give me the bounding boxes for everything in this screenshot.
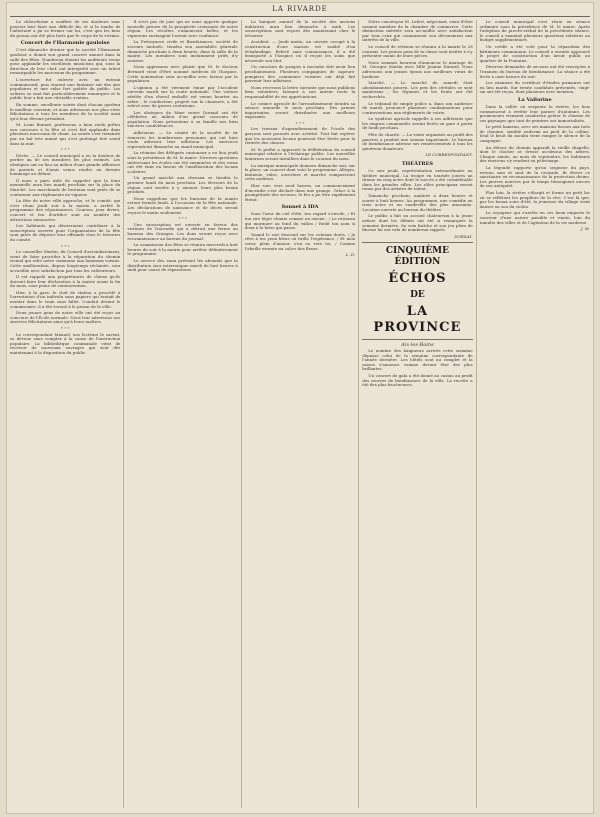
article-paragraph: Accident. — Jeudi matin, un ouvrier occupé à la construction d'une maison est tombé d'un échafaudage. Relevé sans connaissance, il a été transporté à l'hospice où il reçoit les soins que nécessite son état. (244, 39, 356, 63)
article-paragraph: Les travaux d'agrandissement de l'école des garçons sont poussés avec activité. Tout fait espérer que les nouveaux locaux pourront être livrés pour la rentrée des classes. (244, 126, 356, 146)
article-paragraph: Adhésions. — Le comité de la société de tir remercie les nombreuses personnes qui ont bien voulu adresser leur adhésion. Les exercices reprendront dimanche au stand municipal. (127, 130, 238, 149)
article-paragraph: Un crédit a été voté pour la réparation des bâtiments communaux. Le conseil a ensuite approuvé le projet de construction d'un lavoir public au quartier de la Fontaine. (479, 43, 591, 63)
article-paragraph: Nous recevons la lettre suivante que nous publions bien volontiers, laissant à son auteur toute la responsabilité de ses appréciations. (244, 84, 356, 99)
separator: * * * (60, 326, 70, 332)
column-4 (358, 20, 472, 808)
article-paragraph: C'est dimanche dernier que la société l'Harmonie gauloise a donné son grand concert annuel dans la salle des fêtes. Nombreux étaient les auditeurs venus pour applaudir les excellents musiciens qui, sous la direction de leur chef, ont interprété avec un talent remarquable les morceaux du programme. (10, 47, 121, 76)
separator: * * * (295, 120, 305, 126)
article-paragraph: Le chloroforme a souffert de ses douleurs sans pouvoir leur faire une difficile fin, et si la tombe de l'infortuné a pu se fermer sur lui, c'est que les bras du poison ont été plus forts que le corps de la victime. (10, 20, 121, 38)
section-header-line: DE (410, 290, 425, 301)
article-paragraph: Le correspondant Manuel, nos lecteurs le savent, se dévoue sans compter à la cause de l'instruction populaire. La bibliothèque communale vient de recevoir de nouveaux ouvrages qui sont dès maintenant à la disposition du public. (10, 331, 121, 355)
section-header-line: LA PROVINCE (373, 304, 462, 336)
article-paragraph: Marché. — Le marché de samedi était abondamment pourvu. Les prix des céréales se sont maintenus ; les légumes et les fruits ont été recherchés. (362, 80, 473, 99)
article-paragraph: Le nombre des baigneurs arrivés cette semaine dépasse celui de la semaine correspondante de l'année dernière. Les hôtels sont au complet et la saison s'annonce comme devant être des plus brillantes. (362, 347, 473, 372)
article-paragraph: Il est rappelé aux propriétaires de chiens qu'ils doivent faire leur déclaration à la mairie avant la fin du mois, sous peine de contravention. (10, 274, 121, 289)
article-paragraph: Nous rappelons que les bureaux de la mairie seront fermés lundi, à l'occasion de la fête nationale. Les déclarations de naissance et de décès seront reçues le matin seulement. (127, 195, 238, 215)
article-paragraph: M. le préfet a approuvé la délibération du conseil municipal relative à l'éclairage public. Les nouvelles lanternes seront installées dans le courant du mois. (244, 146, 356, 162)
article-paragraph: Notre concitoyen M. Lefort, négociant, vient d'être nommé membre de la chambre de commerce. Cette distinction méritée sera accueillie avec satisfaction par tous ceux qui connaissent son dévouement aux intérêts de la ville. (362, 20, 473, 43)
section-header-cinquieme-edition (362, 242, 472, 340)
article-paragraph: Diverses demandes de secours ont été renvoyées à l'examen du bureau de bienfaisance. La séance a été levée à onze heures du soir. (479, 64, 591, 79)
article-paragraph: Le conseil municipal s'est réuni en séance ordinaire sous la présidence de M. le maire. Après l'adoption du procès-verbal de la précédente séance, le conseil a examiné plusieurs questions relatives au budget supplémentaire. (479, 20, 591, 43)
article-paragraph: Plus loin, la rivière s'élargit et forme un petit lac où se reflètent les peupliers de la rive. C'est là que, par les beaux soirs d'été, la jeunesse du village vient danser au son du violon. (479, 190, 591, 209)
dateline: Aix-les-Bains (401, 342, 434, 349)
divider (362, 242, 472, 243)
masthead: LA RIVARDE (272, 5, 328, 13)
article-paragraph: Un concert de gala a été donné au casino au profit des œuvres de bienfaisance de la ville. La recette a été des plus fructueuses. (362, 372, 473, 388)
article-paragraph: Le conseil de révision se réunira à la mairie le 28 courant. Les jeunes gens de la classe sont invités à s'y présenter munis de leurs pièces. (362, 43, 473, 59)
column-5 (476, 20, 590, 808)
article-paragraph: Un grand marché aux chevaux se tiendra le premier lundi du mois prochain. Les éleveurs de la région sont invités à y amener leurs plus beaux produits. (127, 175, 238, 195)
article-paragraph: Le petit hameau, avec ses maisons basses aux toits de chaume, semble endormi au pied de la colline. Seul le bruit du moulin vient rompre le silence de la campagne. (479, 124, 591, 144)
section-header-line: ÉCHOS (388, 271, 447, 287)
article-paragraph: Le comice agricole de l'arrondissement tiendra sa séance annuelle le mois prochain. Des primes importantes seront distribuées aux meilleurs exposants. (244, 100, 356, 120)
article-paragraph: La légende rapporte qu'un seigneur du pays, revenu sain et sauf de la croisade, fit élever ce sanctuaire en reconnaissance de la protection divine. Les pierres noircies par le temps témoignent encore de son antiquité. (479, 165, 591, 189)
article-paragraph: La musique municipale donnera dimanche soir, sur la place, un concert dont voici le programme. Allegro, fantaisie, valse, ouverture et marche composeront cette audition. (244, 162, 356, 182)
article-paragraph: L'ouverture fut enlevée avec un entrain communicatif, puis vinrent une fantaisie sur des airs populaires et une valse fort goûtée du public. Les solistes se sont fait particulièrement remarquer et le public leur a fait une véritable ovation. (10, 76, 121, 101)
newspaper-page (6, 2, 594, 814)
article-paragraph: Les obsèques de Mme veuve Durand ont été célébrées au milieu d'un grand concours de population. Nous présentons à sa famille nos bien sincères condoléances. (127, 109, 238, 129)
article-paragraph: Ce soir jeudi, représentation extraordinaire au théâtre municipal. La troupe en tournée jouera un drame en cinq actes dont le succès a été considérable dans les grandes villes. Les rôles principaux seront tenus par des artistes de talent. (362, 168, 473, 192)
article-paragraph: Dans la vallée où serpente la rivière, les bois commencent à revêtir leur parure d'automne. Les promeneurs viennent nombreux goûter le charme de ces paysages que tant de peintres ont immortalisés. (479, 103, 591, 123)
article-paragraph: Le syndicat agricole rappelle à ses adhérents que les engrais commandés seront livrés en gare à partir de lundi prochain. (362, 116, 473, 131)
article-paragraph: Les habitants qui désireraient contribuer à la souscription ouverte pour l'organisation de la fête sont priés de déposer leur offrande chez le trésorier du comité. (10, 223, 121, 242)
article-paragraph: La Prévoyance civile et Bienfaisance, société de secours mutuels, tiendra son assemblée générale dimanche prochain à deux heures, dans la salle de la mairie. Les membres sont instamment priés d'y assister. (127, 39, 238, 63)
article-paragraph: Nous sommes heureux d'annoncer le mariage de M. Georges Martin avec Mlle Jeanne Durand. Nous adressons aux jeunes époux nos meilleurs vœux de bonheur. (362, 59, 473, 79)
article-paragraph: Fête de charité. — La vente organisée au profit des pauvres a produit une somme importante. Le bureau de bienfaisance adresse ses remerciements à tous les généreux donateurs. (362, 132, 473, 151)
masthead-rule (10, 16, 590, 17)
article-paragraph: M. Louis Bonnet, professeur, a bien voulu prêter son concours à la fête et s'est fait applaudir dans plusieurs morceaux de chant. La soirée s'est terminée par un bal très animé qui s'est prolongé fort avant dans la nuit. (10, 122, 121, 146)
article-paragraph: Quand le soir descend sur les coteaux dorés, / Je rêve à tes yeux bleus où brille l'espérance, / Et mon cœur, plein d'amour, s'en va vers toi, / Comme l'abeille errante au calice des fleurs. (244, 231, 356, 251)
column-2 (123, 20, 237, 808)
article-paragraph: Le conseiller Martin, du Conseil d'arrondissement, vient de faire procéder à la réparation du chemin vicinal qui relie notre commune aux hameaux voisins. Cette amélioration, depuis longtemps réclamée, sera accueillie avec satisfaction par tous les cultivateurs. (10, 249, 121, 273)
article-paragraph: En somme, excellente soirée dont chacun gardera le meilleur souvenir, et nous adressons nos plus vives félicitations à tous les membres de la société ainsi qu'à leur dévoué président. (10, 101, 121, 121)
article-title: La Vallorine (518, 96, 552, 103)
article-paragraph: Il n'est pas de jour qui ne nous apporte quelque nouvelle preuve de la prospérité croissante de notre région. Les récoltes s'annoncent belles, et les vignerons envisagent l'avenir avec confiance. (127, 20, 238, 38)
separator: * * * (60, 243, 70, 249)
article-paragraph: Le public a fait un accueil chaleureux à la jeune artiste dont les débuts ont été si remarqués la semaine dernière. Sa voix fraîche et son jeu plein de finesse lui ont valu de nombreux rappels. (362, 213, 473, 233)
article-paragraph: La commission des fêtes se réunira mercredi à huit heures du soir à la mairie pour arrêter définitivement le programme. (127, 242, 238, 257)
columns (10, 20, 590, 808)
article-paragraph: Le banquet annuel de la société des anciens militaires aura lieu dimanche à midi. Les souscriptions sont reçues dès maintenant chez le trésorier. (244, 20, 356, 38)
article-title: Concert de l'Harmonie gauloise (20, 40, 110, 47)
article-signature: L. D. (345, 252, 356, 258)
article-signature: J. M. (580, 226, 591, 232)
article-title: THÉÂTRES (401, 161, 433, 168)
separator: * * * (60, 147, 70, 153)
article-paragraph: Une souscription est ouverte en faveur des victimes de l'incendie qui a détruit une ferme au hameau des Granges. Les dons seront reçus avec reconnaissance au bureau du journal. (127, 221, 238, 241)
article-paragraph: Hier soir, vers neuf heures, un commencement d'incendie s'est déclaré dans une grange. Grâce à la promptitude des secours, le feu a pu être rapidement éteint. (244, 183, 356, 202)
article-paragraph: L'opinion a été vivement émue par l'accident survenu mardi sur la route nationale. Une voiture attelée d'un cheval emballé est venue heurter un arbre ; le conducteur, projeté sur la chaussée, a été relevé avec de graves contusions. (127, 84, 238, 109)
article-signature: DORSAY. (454, 233, 473, 239)
article-paragraph: Un concours de pompes à incendie doit avoir lieu prochainement. Plusieurs compagnies de sapeurs-pompiers des communes voisines ont déjà fait parvenir leur adhésion. (244, 64, 356, 84)
article-title: Sonnet à IDA (281, 204, 319, 211)
article-paragraph: Le voyageur qui s'arrête en ces lieux emporte le souvenir d'une nature paisible et riante, loin du tumulte des villes et de l'agitation de la vie moderne. (479, 210, 591, 225)
article-paragraph: Au détour du chemin apparaît la vieille chapelle, dont le clocher se dresse au-dessus des arbres. Chaque année, au mois de septembre, les habitants des environs s'y rendent en pèlerinage. (479, 144, 591, 164)
article-paragraph: Décès. — Le conseil municipal a eu la douleur de perdre un de ses membres les plus estimés. Les obsèques ont eu lieu au milieu d'une grande affluence de parents et d'amis venus rendre un dernier hommage au défunt. (10, 152, 121, 177)
column-3 (241, 20, 355, 808)
article-paragraph: Nous apprenons avec plaisir que M. le docteur Bernard vient d'être nommé médecin de l'hospice. Cette nomination sera accueillie avec faveur par la population. (127, 64, 238, 84)
article-paragraph: Hier, à la gare, le chef de station a procédé à l'arrestation d'un individu sans papiers qui tentait de monter dans le train sans billet. Conduit devant le commissaire, il a été écroué à la prison de la ville. (10, 289, 121, 309)
article-paragraph: La réunion des délégués cantonaux a eu lieu jeudi sous la présidence de M. le maire. Diverses questions intéressant les écoles ont été examinées et des vœux ont été émis en faveur de l'amélioration des locaux scolaires. (127, 150, 238, 174)
column-1 (10, 20, 120, 808)
article-paragraph: Il nous a paru utile de rappeler que la foire mensuelle aura lieu mardi prochain sur la place du Marché. Les marchands de bestiaux sont priés de se conformer aux règlements en vigueur. (10, 177, 121, 197)
divider (362, 339, 472, 340)
article-paragraph: Les examens du certificat d'études primaires ont eu lieu mardi. Sur trente candidats présentés, vingt-six ont été reçus, dont plusieurs avec mention. (479, 80, 591, 95)
article-paragraph: Dimanche prochain, matinée à deux heures et soirée à huit heures. Au programme, une comédie en trois actes et un vaudeville des plus amusants. Location ouverte au bureau du théâtre. (362, 193, 473, 212)
article-signature: LE CORRESPONDANT. (425, 152, 473, 158)
article-paragraph: Sous l'azur du ciel d'été, ton regard s'envole, / Et ton rire léger chante comme un oiseau ; / Le ruisseau qui murmure au fond du vallon / Redit ton nom si doux à la brise qui passe. (244, 211, 356, 231)
article-paragraph: Deux jeunes gens de notre ville ont été reçus au concours de l'École normale. Nous leur adressons nos sincères félicitations ainsi qu'à leurs maîtres. (10, 310, 121, 325)
article-paragraph: Le service des eaux prévient les abonnés que la distribution sera interrompue mardi de huit heures à midi pour cause de réparations. (127, 257, 238, 273)
separator: * * * (178, 216, 187, 222)
section-header-line: CINQUIÈME ÉDITION (385, 246, 450, 268)
article-paragraph: Le tribunal de simple police a, dans son audience de mardi, prononcé plusieurs condamnations pour contraventions aux règlements de voirie. (362, 100, 473, 115)
article-paragraph: La fête de notre ville approche, et le comité, qui s'est réuni jeudi soir à la mairie, a arrêté le programme des réjouissances. Courses, jeux divers, concert et feu d'artifice sont au nombre des attractions annoncées. (10, 198, 121, 222)
